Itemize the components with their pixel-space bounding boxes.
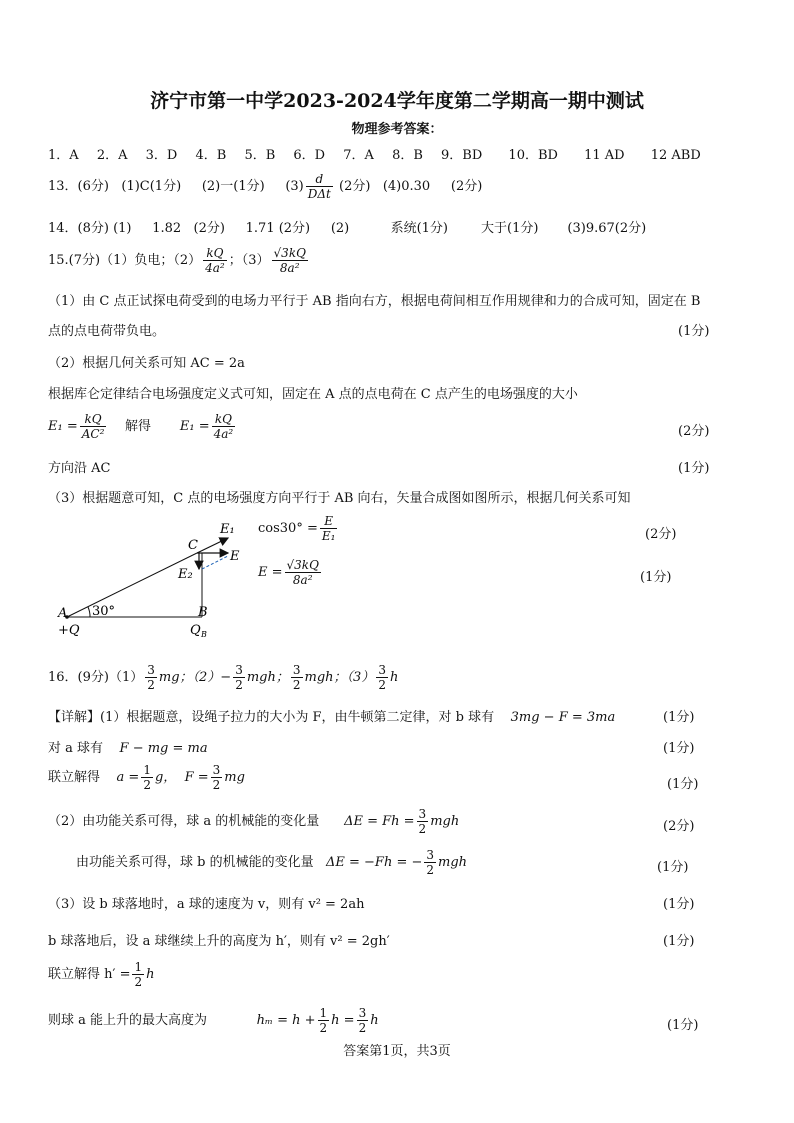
score: (2分) xyxy=(663,819,695,834)
fraction: $\frac{3}{2}$ xyxy=(358,1006,367,1035)
q15-explanation-1b: 点的点电荷带负电。 xyxy=(48,324,166,339)
label-plus-q: +Q xyxy=(58,623,80,638)
score: (1分) xyxy=(663,710,695,725)
fraction: $\frac{kQ}{\text{AC²}}$ xyxy=(81,412,105,441)
score: (1分) xyxy=(640,570,672,585)
q16-detail-2: 对 a 球有 F − mg = ma xyxy=(48,741,208,756)
fraction: $\frac{d}{\text{DΔt}}$ xyxy=(307,172,331,201)
score: (1分) xyxy=(657,860,689,875)
fraction: $\frac{3}{2}$ xyxy=(292,663,301,692)
q16-detail-4: （2）由功能关系可得，球 a 的机械能的变化量 ΔE = Fh = $\frac{3}{2}$ mgh xyxy=(48,807,460,836)
mcq-answer: 4．B xyxy=(195,148,227,163)
mcq-answer: 11 AD xyxy=(584,148,625,163)
fraction: $\frac{3}{2}$ xyxy=(147,663,155,692)
q15-explanation-1a: （1）由 C 点正试探电荷受到的电场力平行于 AB 指向右方，根据电荷间相互作用规律和力的合成可知，固定在 B xyxy=(48,294,701,309)
mcq-answer: 1．A xyxy=(48,148,79,163)
q15-explanation-2: （2）根据几何关系可知 AC = 2a xyxy=(48,356,245,371)
q16-detail-3: 联立解得 a = $\frac{1}{2}$ g， F = $\frac{3}{2}$ mg xyxy=(48,763,245,792)
mcq-answer: 2．A xyxy=(96,148,128,163)
score: (1分) xyxy=(663,934,695,949)
helper-line xyxy=(202,556,228,569)
label-b: B xyxy=(198,605,208,620)
mcq-answer: 9．BD xyxy=(441,148,483,163)
fraction: $\frac{1}{2}$ xyxy=(134,960,143,989)
mcq-answers xyxy=(48,144,715,163)
label-c: C xyxy=(188,538,198,553)
label-angle: 30° xyxy=(92,604,116,619)
q15-answer: 15.(7分)（1）负电；（2） $\frac{kQ}{\text{4a²}}$ ；（3） $\frac{√3kQ}{\text{8a²}}$ xyxy=(48,246,306,275)
vector-diagram xyxy=(52,516,258,642)
fraction: $\frac{E}{\text{E₁}}$ xyxy=(321,514,336,543)
q16-detail-9: 则球 a 能上升的最大高度为 hₘ = h + $\frac{1}{2}$ h = $\frac{3}{2}$ h xyxy=(48,1006,379,1035)
label-a: A xyxy=(58,606,68,621)
fraction: $\frac{√3kQ}{\text{8a²}}$ xyxy=(273,246,306,275)
e-equation: E = $\frac{√3kQ}{\text{8a²}}$ xyxy=(258,558,319,587)
label-e2: E₂ xyxy=(178,567,193,582)
fraction: $\frac{1}{2}$ xyxy=(143,763,151,792)
fraction: $\frac{3}{2}$ xyxy=(426,848,435,877)
q16-detail-6: （3）设 b 球落地时，a 球的速度为 v，则有 v² = 2ah xyxy=(48,897,365,912)
q16-detail-8: 联立解得 h′ = $\frac{1}{2}$ h xyxy=(48,960,155,989)
fraction: $\frac{kQ}{\text{4a²}}$ xyxy=(205,246,225,275)
score: (1分) xyxy=(667,1018,699,1033)
mcq-answer: 6．D xyxy=(293,148,326,163)
page-title: 济宁市第一中学2023-2024学年度第二学期高一期中测试 xyxy=(150,90,644,112)
q16-detail-5: 由功能关系可得，球 b 的机械能的变化量 ΔE = −Fh = − $\frac{3}{2}$ mgh xyxy=(76,848,468,877)
segment-ac xyxy=(67,553,197,617)
fraction: $\frac{3}{2}$ xyxy=(235,663,243,692)
fraction: $\frac{1}{2}$ xyxy=(319,1006,328,1035)
score: (1分) xyxy=(667,777,699,792)
mcq-answer: 12 ABD xyxy=(650,148,701,163)
cos-equation: cos30° = $\frac{E}{\text{E₁}}$ xyxy=(258,514,336,543)
page-footer: 答案第1页，共3页 xyxy=(343,1044,451,1059)
q15-explanation-3: 根据库仑定律结合电场强度定义式可知，固定在 A 点的点电荷在 C 点产生的电场强度的大小 xyxy=(48,387,578,402)
fraction: $\frac{3}{2}$ xyxy=(378,663,386,692)
page-subtitle: 物理参考答案： xyxy=(351,122,443,137)
label-e: E xyxy=(230,549,240,564)
q15-equation-e1: E₁ = $\frac{kQ}{\text{AC²}}$ 解得 E₁ = $\frac{kQ}{\text{4a²}}$ xyxy=(48,412,234,441)
mcq-answer: 10．BD xyxy=(508,148,558,163)
mcq-answer: 3．D xyxy=(145,148,178,163)
mcq-answer: 7．A xyxy=(343,148,374,163)
vector-e1 xyxy=(197,538,228,553)
q14-answer: 14．(8分) (1) 1.82 (2分) 1.71 (2分) (2) 系统(1分) 大于(1分) (3)9.67(2分) xyxy=(48,221,647,236)
fraction: $\frac{3}{2}$ xyxy=(212,763,221,792)
q15-direction: 方向沿 AC xyxy=(48,461,111,476)
angle-arc xyxy=(88,607,90,617)
score: (2分) xyxy=(678,424,710,439)
mcq-answer: 5．B xyxy=(244,148,276,163)
mcq-answer: 8．B xyxy=(392,148,423,163)
q15-explanation-4: （3）根据题意可知，C 点的电场强度方向平行于 AB 向右，矢量合成图如图所示，根据几何关系可知 xyxy=(48,491,631,506)
score: (1分) xyxy=(678,461,710,476)
fraction: $\frac{√3kQ}{\text{8a²}}$ xyxy=(286,558,319,587)
score: (1分) xyxy=(678,324,710,339)
fraction: $\frac{kQ}{\text{4a²}}$ xyxy=(213,412,234,441)
score: (2分) xyxy=(645,527,677,542)
label-e1: E₁ xyxy=(220,522,235,537)
q13-answer: 13．(6分) (1)C(1分) (2)一(1分) (3) $\frac{d}{\text{DΔt}}$ (2分) (4)0.30 (2分) xyxy=(48,172,483,201)
label-qb-sub: B xyxy=(201,630,207,639)
q16-answer: 16．(9分)（1） $\frac{3}{2}$ mg；（2）− $\frac{3}{2}$ mgh； $\frac{3}{2}$ mgh；（3） $\frac{3}{2}$ h xyxy=(48,663,399,692)
label-qb: Q xyxy=(190,623,201,638)
q16-detail-7: b 球落地后，设 a 球继续上升的高度为 h′，则有 v² = 2gh′ xyxy=(48,934,390,949)
q16-detail-1: 【详解】(1）根据题意，设绳子拉力的大小为 F，由牛顿第二定律，对 b 球有 3mg − F = 3ma xyxy=(48,710,616,725)
score: (1分) xyxy=(663,741,695,756)
score: (1分) xyxy=(663,897,695,912)
fraction: $\frac{3}{2}$ xyxy=(418,807,427,836)
